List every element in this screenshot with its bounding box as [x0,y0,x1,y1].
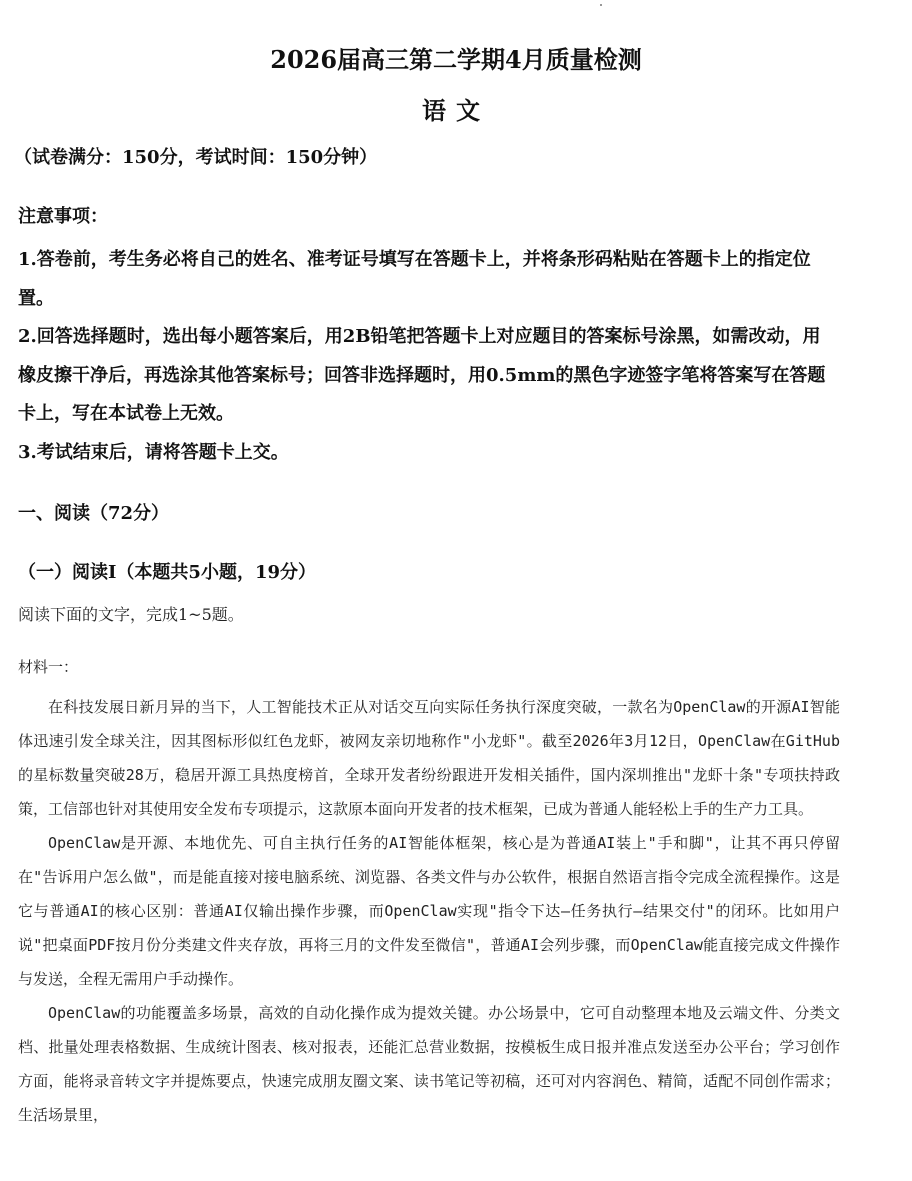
subject-title: 语文 [422,96,490,125]
exam-info: （试卷满分：150分，考试时间：150分钟） [14,147,378,168]
notice-heading: 注意事项： [18,206,108,227]
notice-list [18,241,838,472]
passage-paragraph: 在科技发展日新月异的当下，人工智能技术正从对话交互向实际任务执行深度突破，一款名为OpenClaw的开源AI智能体迅速引发全球关注，因其图标形似红色龙虾，被网友亲切地称作"小龙虾"。截至2026年3月12日，OpenClaw在GitHub的星标数量突破28万，稳居开源工具热度榜首，全球开发者纷纷跟进开发相关插件，国内深圳推出"龙虾十条"专项扶持政策，工信部也针对其使用安全发布专项提示，这款原本面向开发者的技术框架，已成为普通人能轻松上手的生产力工具。 [18,698,840,818]
scan-speck [600,4,602,6]
notice-item: 1.答卷前，考生务必将自己的姓名、准考证号填写在答题卡上，并将条形码粘贴在答题卡上的指定位置。 [18,249,811,309]
passage-paragraph: OpenClaw是开源、本地优先、可自主执行任务的AI智能体框架，核心是为普通AI装上"手和脚"，让其不再只停留在"告诉用户怎么做"，而是能直接对接电脑系统、浏览器、各类文件与办公软件，根据自然语言指令完成全流程操作。这是它与普通AI的核心区别：普通AI仅输出操作步骤，而OpenClaw实现"指令下达—任务执行—结果交付"的闭环。比如用户说"把桌面PDF按月份分类建文件夹存放，再将三月的文件发至微信"，普通AI会列步骤，而OpenClaw能直接完成文件操作与发送，全程无需用户手动操作。 [18,834,840,988]
subsection-heading: （一）阅读Ⅰ（本题共5小题，19分） [18,562,316,583]
passage-paragraph: OpenClaw的功能覆盖多场景，高效的自动化操作成为提效关键。办公场景中，它可自动整理本地及云端文件、分类文档、批量处理表格数据、生成统计图表、核对报表，还能汇总营业数据，按模板生成日报并准点发送至办公平台；学习创作方面，能将录音转文字并提炼要点，快速完成朋友圈文案、读书笔记等初稿，还可对内容润色、精简，适配不同创作需求；生活场景里， [18,1004,840,1124]
material-label: 材料一： [18,658,79,676]
reading-instruction: 阅读下面的文字，完成1~5题。 [18,605,244,624]
exam-title: 2026届高三第二学期4月质量检测 [270,45,642,74]
notice-item: 3.考试结束后，请将答题卡上交。 [18,441,289,463]
notice-item: 2.回答选择题时，选出每小题答案后，用2B铅笔把答题卡上对应题目的答案标号涂黑，如需改动，用橡皮擦干净后，再选涂其他答案标号；回答非选择题时，用0.5mm的黑色字迹签字笔将答案写在答题卡上，写在本试卷上无效。 [18,326,826,424]
reading-passage [18,690,840,1132]
section-heading: 一、阅读（72分） [18,503,170,524]
